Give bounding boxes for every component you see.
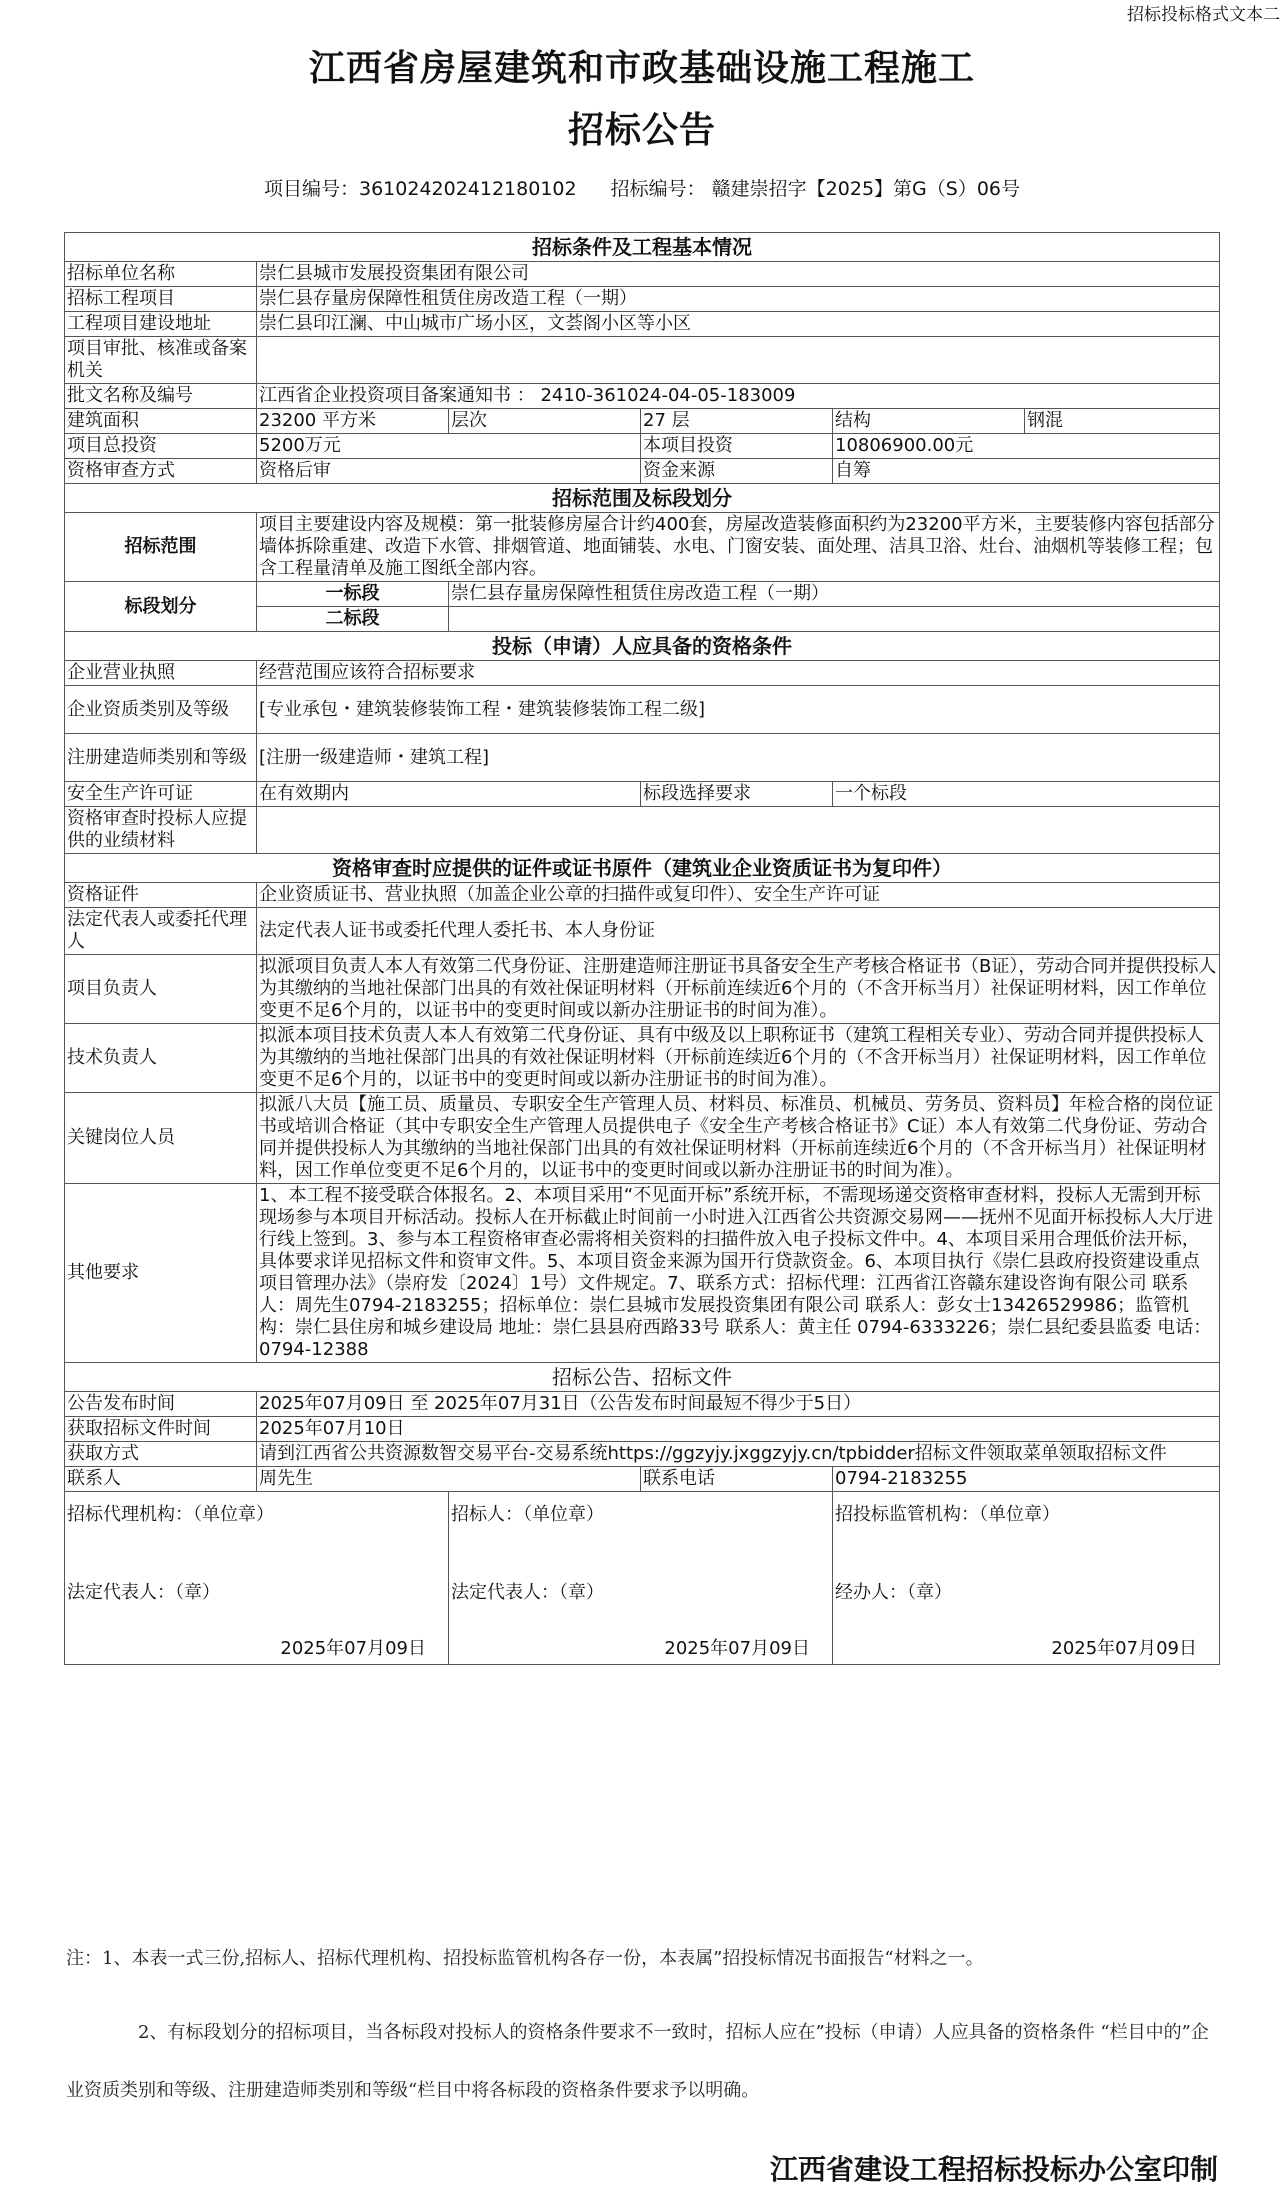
section-title: 招标公告、招标文件 — [65, 1363, 1220, 1392]
note-1: 注：1、本表一式三份,招标人、招标代理机构、招投标监管机构各存一份，本表属”招投标情况书面报告“材料之一。 — [66, 1948, 984, 1969]
row-value — [257, 807, 1220, 854]
row-label: 企业营业执照 — [65, 661, 257, 686]
table-row — [65, 459, 1220, 484]
table-row — [65, 883, 1220, 908]
lot-value: 崇仁县存量房保障性租赁住房改造工程（一期） — [449, 582, 1220, 607]
note-2: 2、有标段划分的招标项目，当各标段对投标人的资格条件要求不一致时，招标人应在”投标（申请）人应具备的资格条件 “栏目中的”企业资质类别和等级、注册建造师类别和等级“栏目中将各标段的资格条件要求予以明确。 — [66, 2022, 1209, 2101]
row-label: 资格审查方式 — [65, 459, 257, 484]
row-label: 招标单位名称 — [65, 262, 257, 287]
row-value: 2025年07月09日 至 2025年07月31日（公告发布时间最短不得少于5日） — [257, 1392, 1220, 1417]
lot-value — [449, 607, 1220, 632]
sign-date: 2025年07月09日 — [280, 1638, 426, 1659]
signature-row — [65, 1492, 1220, 1665]
table-row — [65, 409, 1220, 434]
row-label: 获取招标文件时间 — [65, 1417, 257, 1442]
row-label: 工程项目建设地址 — [65, 312, 257, 337]
lot-label: 二标段 — [257, 607, 449, 632]
legal-rep-label: 法定代表人：（章） — [451, 1582, 604, 1603]
section-title: 投标（申请）人应具备的资格条件 — [65, 632, 1220, 661]
row-label: 资格审查时投标人应提供的业绩材料 — [65, 807, 257, 854]
lot-label: 一标段 — [257, 582, 449, 607]
row-value: 拟派项目负责人本人有效第二代身份证、注册建造师注册证书具备安全生产考核合格证书（B证），劳动合同并提供投标人为其缴纳的当地社保部门出具的有效社保证明材料（开标前连续近6个月的（不含开标当月）社保证明材料，因工作单位变更不足6个月的，以证书中的变更时间或以新办注册证书的时间为准）。 — [257, 955, 1220, 1024]
row-label: 获取方式 — [65, 1442, 257, 1467]
legal-rep-label: 法定代表人：（章） — [67, 1582, 220, 1603]
row-label: 批文名称及编号 — [65, 384, 257, 409]
row-label: 结构 — [833, 409, 1025, 434]
row-label: 标段划分 — [65, 582, 257, 632]
document-title: 江西省房屋建筑和市政基础设施工程施工 — [308, 48, 975, 89]
table-row — [65, 1392, 1220, 1417]
document-subtitle: 招标公告 — [567, 110, 716, 151]
row-value: 法定代表人证书或委托代理人委托书、本人身份证 — [257, 908, 1220, 955]
row-label: 企业资质类别及等级 — [65, 686, 257, 734]
table-row — [65, 661, 1220, 686]
row-value: 崇仁县城市发展投资集团有限公司 — [257, 262, 1220, 287]
tender-table — [64, 232, 1220, 1665]
table-row — [65, 434, 1220, 459]
table-row — [65, 686, 1220, 734]
printer-credit: 江西省建设工程招标投标办公室印制 — [769, 2153, 1218, 2186]
table-row — [65, 1024, 1220, 1093]
row-value: 一个标段 — [833, 782, 1220, 807]
row-value: 钢混 — [1025, 409, 1220, 434]
sign-date: 2025年07月09日 — [1051, 1638, 1197, 1659]
agency-seal-label: 招标代理机构：（单位章） — [67, 1504, 274, 1525]
table-row — [65, 734, 1220, 782]
tender-number: 招标编号： 赣建崇招字【2025】第G（S）06号 — [610, 178, 1020, 200]
table-row — [65, 807, 1220, 854]
table-row — [65, 1467, 1220, 1492]
row-value: 10806900.00元 — [833, 434, 1220, 459]
section-title: 资格审查时应提供的证件或证书原件（建筑业企业资质证书为复印件） — [65, 854, 1220, 883]
row-label: 本项目投资 — [641, 434, 833, 459]
row-value: 23200 平方米 — [257, 409, 449, 434]
row-value — [257, 337, 1220, 384]
row-label: 项目负责人 — [65, 955, 257, 1024]
row-label: 招标范围 — [65, 513, 257, 582]
row-value: 1、本工程不接受联合体报名。2、本项目采用“不见面开标”系统开标，不需现场递交资格审查材料，投标人无需到开标现场参与本项目开标活动。投标人在开标截止时间前一小时进入江西省公共资源交易网——抚州不见面开标投标人大厅进行线上签到。3、参与本工程资格审查必需将相关资料的扫描件放入电子投标文件中。4、本项目采用合理低价法开标，具体要求详见招标文件和资审文件。5、本项目资金来源为国开行贷款资金。6、本项目执行《崇仁县政府投资建设重点项目管理办法》（崇府发〔2024〕1号）文件规定。7、联系方式：招标代理：江西省江咨赣东建设咨询有限公司 联系人：周先生0794-2183255；招标单位：崇仁县城市发展投资集团有限公司 联系人：彭女士13426529986；监管机构：崇仁县住房和城乡建设局 地址：崇仁县县府西路33号 联系人：黄主任 0794-6333226；崇仁县纪委县监委 电话：0794-12388 — [257, 1184, 1220, 1363]
table-row — [65, 287, 1220, 312]
table-row — [65, 908, 1220, 955]
row-label: 注册建造师类别和等级 — [65, 734, 257, 782]
project-number: 项目编号：361024202412180102 — [264, 178, 577, 200]
table-row — [65, 1442, 1220, 1467]
tenderer-seal-label: 招标人：（单位章） — [451, 1504, 604, 1525]
row-label: 招标工程项目 — [65, 287, 257, 312]
row-value: 拟派本项目技术负责人本人有效第二代身份证、具有中级及以上职称证书（建筑工程相关专业）、劳动合同并提供投标人为其缴纳的当地社保部门出具的有效社保证明材料（开标前连续近6个月的（不含开标当月）社保证明材料，因工作单位变更不足6个月的，以证书中的变更时间或以新办注册证书的时间为准）。 — [257, 1024, 1220, 1093]
table-row — [65, 384, 1220, 409]
row-value: 5200万元 — [257, 434, 641, 459]
row-value: 资格后审 — [257, 459, 641, 484]
table-row — [65, 782, 1220, 807]
handler-label: 经办人：（章） — [835, 1582, 952, 1603]
agency-signature-block — [65, 1492, 449, 1665]
codes-line — [0, 174, 1284, 201]
row-value: 项目主要建设内容及规模：第一批装修房屋合计约400套，房屋改造装修面积约为23200平方米，主要装修内容包括部分墙体拆除重建、改造下水管、排烟管道、地面铺装、水电、门窗安装、面处理、洁具卫浴、灶台、油烟机等装修工程；包含工程量清单及施工图纸全部内容。 — [257, 513, 1220, 582]
row-value: [专业承包・建筑装修装饰工程・建筑装修装饰工程二级] — [257, 686, 1220, 734]
row-value: 在有效期内 — [257, 782, 641, 807]
section-title: 招标范围及标段划分 — [65, 484, 1220, 513]
row-value: 江西省企业投资项目备案通知书 ： 2410-361024-04-05-183009 — [257, 384, 1220, 409]
table-row — [65, 337, 1220, 384]
row-label: 公告发布时间 — [65, 1392, 257, 1417]
row-value: 经营范围应该符合招标要求 — [257, 661, 1220, 686]
table-row — [65, 513, 1220, 582]
row-label: 安全生产许可证 — [65, 782, 257, 807]
form-type-label: 招标投标格式文本二 — [1127, 5, 1280, 25]
row-value: 崇仁县存量房保障性租赁住房改造工程（一期） — [257, 287, 1220, 312]
row-label: 项目审批、核准或备案机关 — [65, 337, 257, 384]
row-value: 周先生 — [257, 1467, 641, 1492]
row-label: 关键岗位人员 — [65, 1093, 257, 1184]
row-value: 自筹 — [833, 459, 1220, 484]
sign-date: 2025年07月09日 — [664, 1638, 810, 1659]
table-row — [65, 955, 1220, 1024]
tenderer-signature-block — [449, 1492, 833, 1665]
table-row — [65, 312, 1220, 337]
row-label: 建筑面积 — [65, 409, 257, 434]
table-row — [65, 262, 1220, 287]
row-label: 资格证件 — [65, 883, 257, 908]
supervisor-seal-label: 招投标监管机构：（单位章） — [835, 1504, 1060, 1525]
table-row — [65, 1417, 1220, 1442]
row-value: [注册一级建造师・建筑工程] — [257, 734, 1220, 782]
row-value: 拟派八大员【施工员、质量员、专职安全生产管理人员、材料员、标准员、机械员、劳务员、资料员】年检合格的岗位证书或培训合格证（其中专职安全生产管理人员提供电子《安全生产考核合格证书》C证）本人有效第二代身份证、劳动合同并提供投标人为其缴纳的当地社保部门出具的有效社保证明材料（开标前连续近6个月的（不含开标当月）社保证明材料，因工作单位变更不足6个月的，以证书中的变更时间或以新办注册证书的时间为准）。 — [257, 1093, 1220, 1184]
row-label: 技术负责人 — [65, 1024, 257, 1093]
row-value: 2025年07月10日 — [257, 1417, 1220, 1442]
row-label: 层次 — [449, 409, 641, 434]
row-value: 0794-2183255 — [833, 1467, 1220, 1492]
row-label: 法定代表人或委托代理人 — [65, 908, 257, 955]
table-row — [65, 582, 1220, 607]
row-label: 资金来源 — [641, 459, 833, 484]
table-row — [65, 1184, 1220, 1363]
row-value: 企业资质证书、营业执照（加盖企业公章的扫描件或复印件）、安全生产许可证 — [257, 883, 1220, 908]
row-label: 联系电话 — [641, 1467, 833, 1492]
supervisor-signature-block — [833, 1492, 1220, 1665]
row-value: 崇仁县印江澜、中山城市广场小区，文荟阁小区等小区 — [257, 312, 1220, 337]
row-value: 27 层 — [641, 409, 833, 434]
table-row — [65, 1093, 1220, 1184]
row-label: 其他要求 — [65, 1184, 257, 1363]
row-label: 项目总投资 — [65, 434, 257, 459]
row-value: 请到江西省公共资源数智交易平台-交易系统https://ggzyjy.jxggzyjy.cn/tpbidder招标文件领取菜单领取招标文件 — [257, 1442, 1220, 1467]
row-label: 标段选择要求 — [641, 782, 833, 807]
section-title: 招标条件及工程基本情况 — [65, 233, 1220, 262]
row-label: 联系人 — [65, 1467, 257, 1492]
